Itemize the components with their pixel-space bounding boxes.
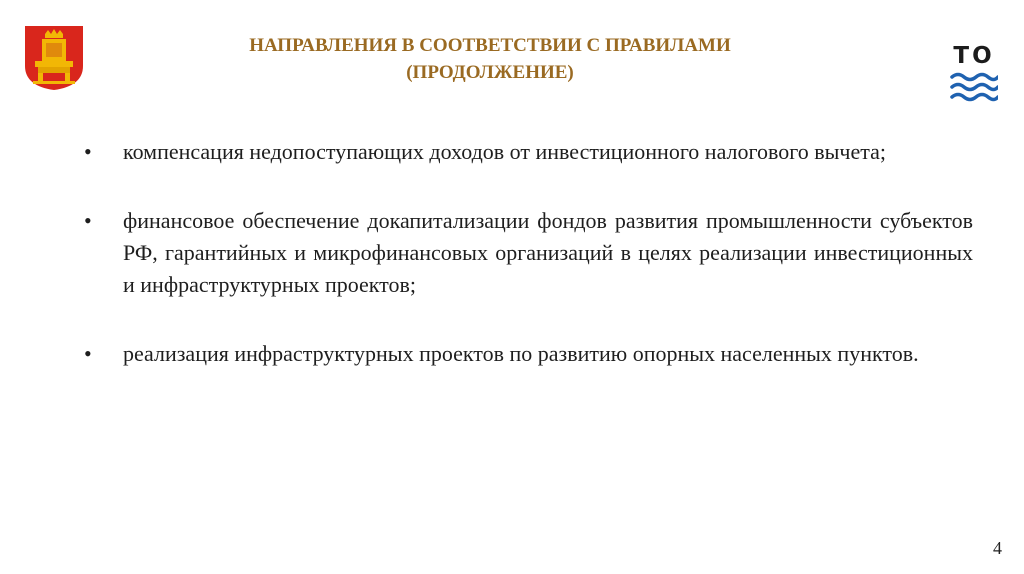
page-number: 4 xyxy=(993,538,1002,558)
bullet-marker: • xyxy=(84,208,92,233)
bullet-list xyxy=(84,136,973,370)
bullet-marker: • xyxy=(84,341,92,366)
to-logo xyxy=(946,42,1002,108)
list-item xyxy=(84,136,973,168)
slide-title xyxy=(150,32,830,86)
list-item xyxy=(84,338,973,370)
bullet-text: компенсация недопоступающих доходов от инвестиционного налогового вычета; xyxy=(123,139,886,164)
list-item xyxy=(84,205,973,301)
slide-title-line-2: (ПРОДОЛЖЕНИЕ) xyxy=(406,62,574,83)
bullet-text: реализация инфраструктурных проектов по развитию опорных населенных пунктов. xyxy=(123,341,919,366)
coat-of-arms-icon xyxy=(23,24,85,92)
to-logo-text: ТО xyxy=(953,43,995,69)
bullet-marker: • xyxy=(84,139,92,164)
slide-title-line-1: НАПРАВЛЕНИЯ В СООТВЕТСТВИИ С ПРАВИЛАМИ xyxy=(249,35,731,56)
bullet-text: финансовое обеспечение докапитализации фондов развития промышленности субъектов РФ, гарантийных и микрофинансовых организаций в целях реализации инвестиционных и инфраструктурных проектов; xyxy=(123,208,973,297)
waves-icon xyxy=(950,72,998,106)
